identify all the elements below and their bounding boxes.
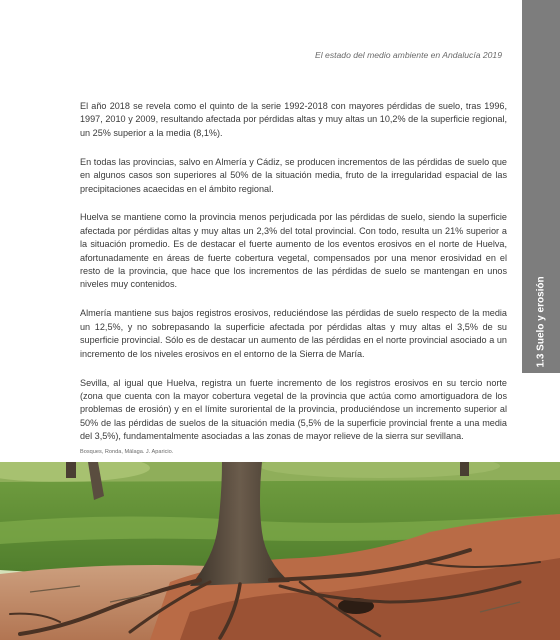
section-side-tab [522,0,560,373]
paragraph-huelva: Huelva se mantiene como la provincia menos perjudicada por las pérdidas de suelo, siendo la superficie afectada por pérdidas altas y muy altas un 2,3% del total provincial. Con todo, resulta un 21% superior a la situación promedio. Es de destacar el fuerte aumento de los eventos erosivos en el norte de Huelva, afortunadamente en áreas de fuerte cobertura vegetal, compensados por una menor erosividad en el resto de la provincia, que hace que los incrementos de las pérdidas de suelo se mantengan en unos niveles muy contenidos. [80,212,507,290]
page-header-title: El estado del medio ambiente en Andalucía 2019 [315,50,502,60]
body-text [80,100,507,459]
forest-photo [0,462,560,640]
photo-caption: Bosques, Ronda, Málaga. J. Aparicio. [80,449,174,455]
section-tab-label: 1.3 Suelo y erosión [535,276,547,368]
paragraph-provinces: En todas las provincias, salvo en Almería y Cádiz, se producen incrementos de las pérdidas de suelo que en algunos casos son superiores al 50% de la situación media, fruto de la irregularidad espacial de las precipitaciones acaecidas en el ámbito regional. [80,156,507,194]
paragraph-almeria: Almería mantiene sus bajos registros erosivos, reduciéndose las pérdidas de suelo respecto de la media un 12,5%, y no sobrepasando la superficie afectada por pérdidas altas y muy altas el 3,5% de su superficie provincial. Sólo es de destacar un aumento de las pérdidas en el norte provincial asociado a un incremento de los niveles erosivos en el entorno de la Sierra de María. [80,308,507,359]
paragraph-sevilla: Sevilla, al igual que Huelva, registra un fuerte incremento de los registros erosivos en su tercio norte (zona que cuenta con la mayor cobertura vegetal de la provincia que actúa como amortiguadora de los problemas de erosión) y en el límite suroriental de la provincia, produciéndose un incremento superior al 50% de las pérdidas de suelos de la situación media (5,5% de la superficie provincial frente a una media del 3,5%), fundamentalmente asociadas a las zonas de mayor relieve de la sierra sur sevillana. [80,377,507,442]
paragraph-2018-summary: El año 2018 se revela como el quinto de la serie 1992-2018 con mayores pérdidas de suelo, tras 1996, 1997, 2010 y 2009, resultando afectada por pérdidas altas y muy altas un 10,2% de la superficie regional, un 25% superior a la media (8,1%). [80,101,507,138]
